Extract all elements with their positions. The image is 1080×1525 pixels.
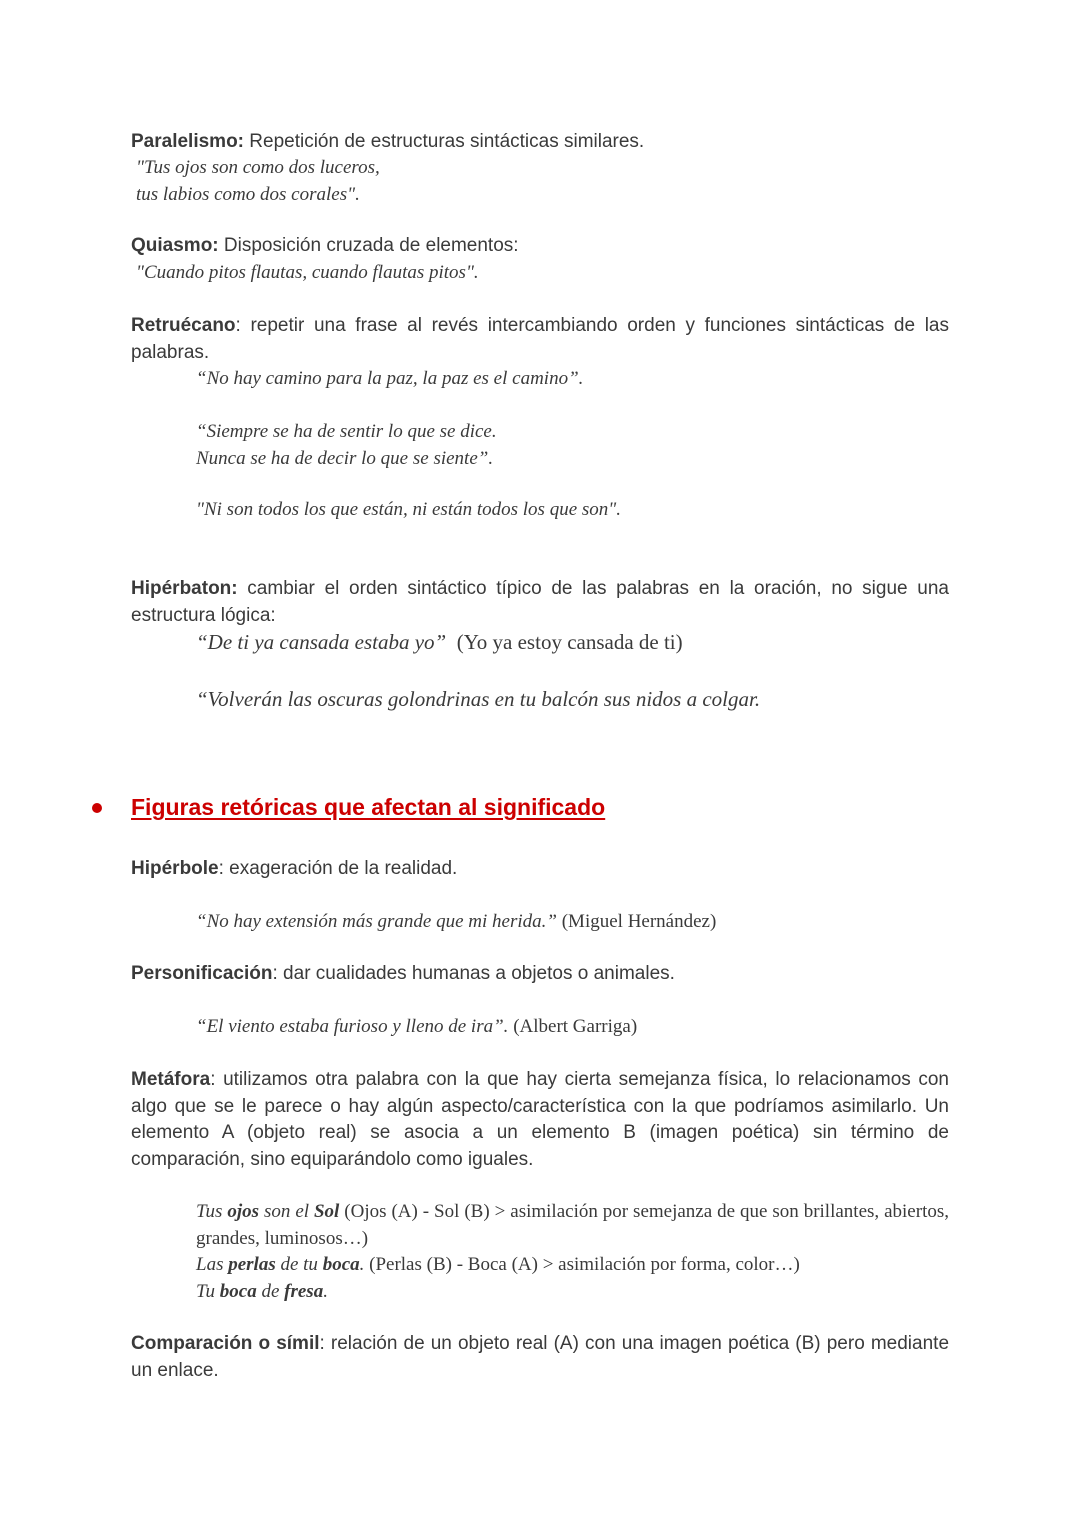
section-heading: Figuras retóricas que afectan al significado (131, 794, 606, 820)
hiperbole-section (131, 856, 949, 883)
hiperbaton-example-1: “De ti ya cansada estaba yo” (Yo ya estoy cansada de ti) (196, 630, 683, 654)
hiperbaton-term: Hipérbaton: (131, 578, 238, 599)
metafora-section (131, 1067, 949, 1173)
comparacion-term: Comparación o símil (131, 1333, 320, 1354)
personificacion-author: (Albert Garriga) (513, 1016, 638, 1037)
retruecano-section (131, 313, 949, 366)
paralelismo-term: Paralelismo: (131, 131, 244, 152)
quiasmo-example: "Cuando pitos flautas, cuando flautas pitos". (136, 262, 479, 283)
comparacion-definition: Comparación o símil: relación de un objeto real (A) con una imagen poética (B) pero mediante un enlace. (131, 1333, 950, 1381)
paralelismo-section (131, 129, 949, 156)
quiasmo-section (131, 233, 949, 260)
retruecano-example-1: “No hay camino para la paz, la paz es el camino”. (196, 368, 584, 389)
personificacion-term: Personificación (131, 963, 273, 984)
hiperbole-term: Hipérbole (131, 858, 219, 879)
retruecano-example-2: “Siempre se ha de sentir lo que se dice. Nunca se ha de decir lo que se siente”. (196, 421, 497, 469)
hiperbaton-example-2: “Volverán las oscuras golondrinas en tu balcón sus nidos a colgar. (196, 687, 761, 711)
paralelismo-example-line-2: tus labios como dos corales". (136, 183, 360, 205)
comparacion-section (131, 1331, 949, 1384)
hiperbaton-example-1-note: (Yo ya estoy cansada de ti) (456, 630, 683, 654)
hiperbaton-section (131, 576, 949, 629)
paralelismo-example (136, 155, 954, 208)
retruecano-term: Retruécano (131, 315, 236, 336)
metafora-example-1: Tus ojos son el Sol (Ojos (A) - Sol (B) > asimilación por semejanza de que son brillantes, abiertos, grandes, luminosos…) (196, 1201, 949, 1249)
retruecano-definition: Retruécano: repetir una frase al revés intercambiando orden y funciones sintácticas de las palabras. (131, 315, 949, 363)
metafora-term: Metáfora (131, 1069, 211, 1090)
retruecano-example-3: "Ni son todos los que están, ni están todos los que son". (196, 499, 621, 520)
personificacion-section (131, 961, 949, 988)
hiperbaton-definition: Hipérbaton: cambiar el orden sintáctico típico de las palabras en la oración, no sigue una estructura lógica: (131, 578, 949, 626)
personificacion-example: “El viento estaba furioso y lleno de ira”. (Albert Garriga) (196, 1016, 638, 1037)
quiasmo-definition: Quiasmo: Disposición cruzada de elementos: (131, 235, 519, 256)
metafora-examples (196, 1199, 949, 1305)
bullet-icon (92, 803, 102, 813)
quiasmo-term: Quiasmo: (131, 235, 219, 256)
metafora-definition: Metáfora: utilizamos otra palabra con la que hay cierta semejanza física, lo relacionamos con algo que se le parece o hay algún aspecto/característica con la que podríamos asimilarlo. Un elemento A (objeto real) se asocia a un elemento B (imagen poética) sin término de comparación, sino equiparándolo como iguales. (131, 1069, 949, 1170)
hiperbole-example: “No hay extensión más grande que mi herida.” (Miguel Hernández) (196, 911, 717, 932)
hiperbole-definition: Hipérbole: exageración de la realidad. (131, 858, 458, 879)
personificacion-definition: Personificación: dar cualidades humanas a objetos o animales. (131, 963, 675, 984)
paralelismo-example-line-1: "Tus ojos son como dos luceros, (136, 157, 380, 178)
metafora-example-2: Las perlas de tu boca. (Perlas (B) - Boca (A) > asimilación por forma, color…) (196, 1254, 800, 1275)
paralelismo-definition: Paralelismo: Repetición de estructuras sintácticas similares. (131, 131, 645, 152)
hiperbole-author: (Miguel Hernández) (561, 911, 717, 932)
metafora-example-3: Tu boca de fresa. (196, 1280, 328, 1302)
